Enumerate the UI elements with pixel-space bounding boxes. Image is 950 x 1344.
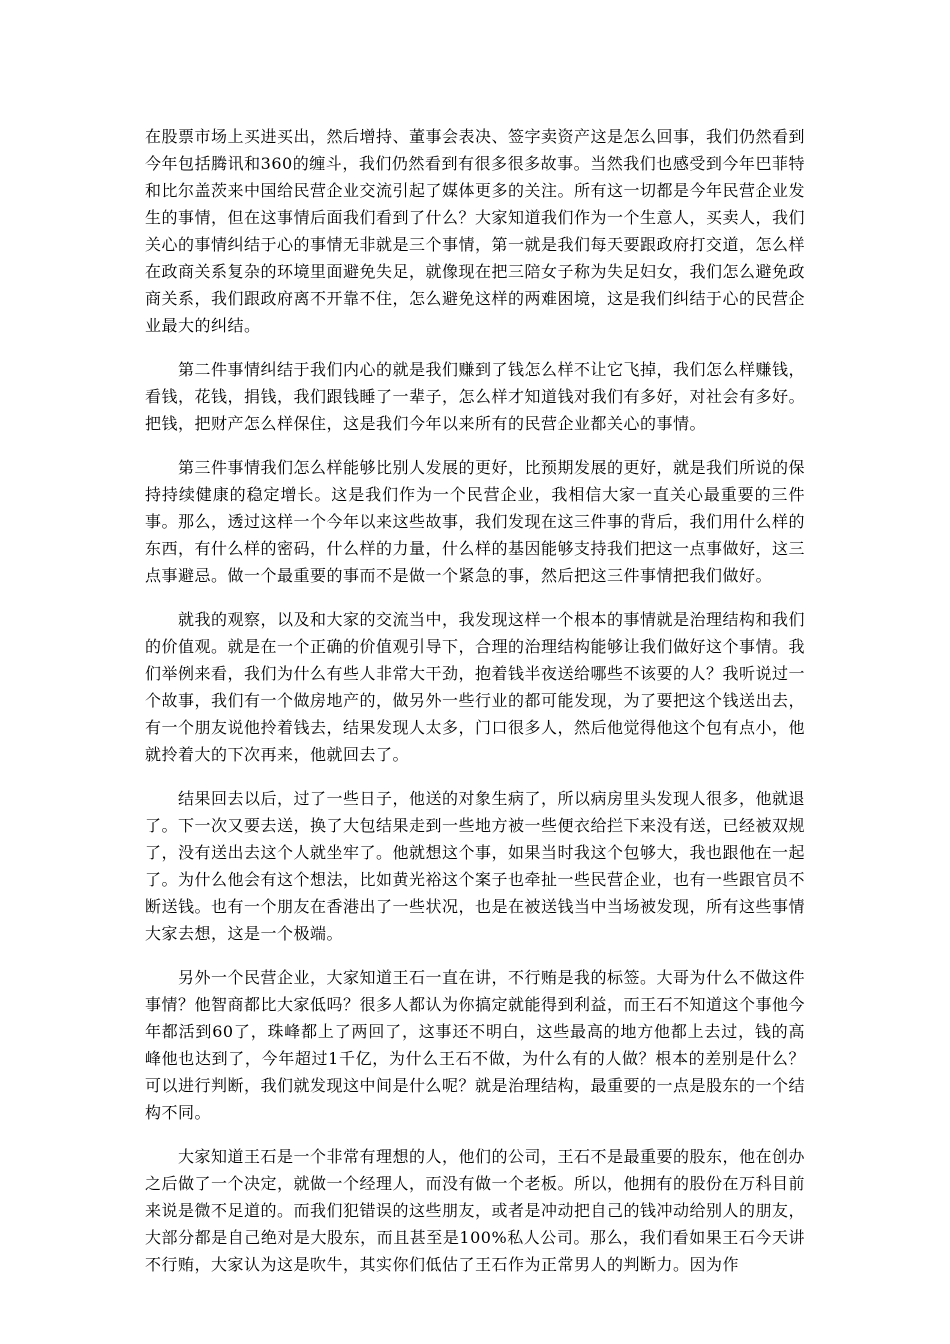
paragraph-4: 就我的观察，以及和大家的交流当中，我发现这样一个根本的事情就是治理结构和我们的价值观。就是在一个正确的价值观引导下，合理的治理结构能够让我们做好这个事情。我们举例来看，我们为什么有些人非常大干劲，抱着钱半夜送给哪些不该要的人？我听说过一个故事，我们有一个做房地产的，做另外一些行业的都可能发现，为了要把这个钱送出去，有一个朋友说他拎着钱去，结果发现人太多，门口很多人，然后他觉得他这个包有点小，他就拎着大的下次再来，他就回去了。 bbox=[145, 610, 806, 764]
paragraph-5: 结果回去以后，过了一些日子，他送的对象生病了，所以病房里头发现人很多，他就退了。下一次又要去送，换了大包结果走到一些地方被一些便衣给拦下来没有送，已经被双规了，没有送出去这个人就坐牢了。他就想这个事，如果当时我这个包够大，我也跟他在一起了。为什么他会有这个想法，比如黄光裕这个案子也牵扯一些民营企业，也有一些跟官员不断送钱。也有一个朋友在香港出了一些状况，也是在被送钱当中当场被发现，所有这些事情大家去想，这是一个极端。 bbox=[145, 789, 806, 943]
paragraph-6: 另外一个民营企业，大家知道王石一直在讲，不行贿是我的标签。大哥为什么不做这件事情？他智商都比大家低吗？很多人都认为你搞定就能得到利益，而王石不知道这个事他今年都活到60了，珠峰都上了两回了，这事还不明白，这些最高的地方他都上去过，钱的高峰他也达到了，今年超过1千亿，为什么王石不做，为什么有的人做？根本的差别是什么？可以进行判断，我们就发现这中间是什么呢？就是治理结构，最重要的一点是股东的一个结构不同。 bbox=[145, 968, 806, 1122]
paragraph-1: 在股票市场上买进买出，然后增持、董事会表决、签字卖资产这是怎么回事，我们仍然看到今年包括腾讯和360的缠斗，我们仍然看到有很多很多故事。当然我们也感受到今年巴菲特和比尔盖茨来中国给民营企业交流引起了媒体更多的关注。所有这一切都是今年民营企业发生的事情，但在这事情后面我们看到了什么？大家知道我们作为一个生意人，买卖人，我们关心的事情纠结于心的事情无非就是三个事情，第一就是我们每天要跟政府打交道，怎么样在政商关系复杂的环境里面避免失足，就像现在把三陪女子称为失足妇女，我们怎么避免政商关系，我们跟政府离不开靠不住，怎么避免这样的两难困境，这是我们纠结于心的民营企业最大的纠结。 bbox=[145, 127, 806, 335]
paragraph-2: 第二件事情纠结于我们内心的就是我们赚到了钱怎么样不让它飞掉，我们怎么样赚钱，看钱，花钱，捐钱，我们跟钱睡了一辈子，怎么样才知道钱对我们有多好，对社会有多好。把钱，把财产怎么样保住，这是我们今年以来所有的民营企业都关心的事情。 bbox=[145, 360, 806, 433]
paragraph-7: 大家知道王石是一个非常有理想的人，他们的公司，王石不是最重要的股东，他在创办之后做了一个决定，就做一个经理人，而没有做一个老板。所以，他拥有的股份在万科目前来说是微不足道的。而我们犯错误的这些朋友，或者是冲动把自己的钱冲动给别人的朋友，大部分都是自己绝对是大股东，而且甚至是100%私人公司。那么，我们看如果王石今天讲不行贿，大家认为这是吹牛，其实你们低估了王石作为正常男人的判断力。因为作 bbox=[145, 1147, 806, 1274]
document-body bbox=[145, 123, 805, 1295]
paragraph-3: 第三件事情我们怎么样能够比别人发展的更好，比预期发展的更好，就是我们所说的保持持续健康的稳定增长。这是我们作为一个民营企业，我相信大家一直关心最重要的三件事。那么，透过这样一个今年以来这些故事，我们发现在这三件事的背后，我们用什么样的东西，有什么样的密码，什么样的力量，什么样的基因能够支持我们把这一点事做好，这三点事避忌。做一个最重要的事而不是做一个紧急的事，然后把这三件事情把我们做好。 bbox=[145, 458, 806, 585]
